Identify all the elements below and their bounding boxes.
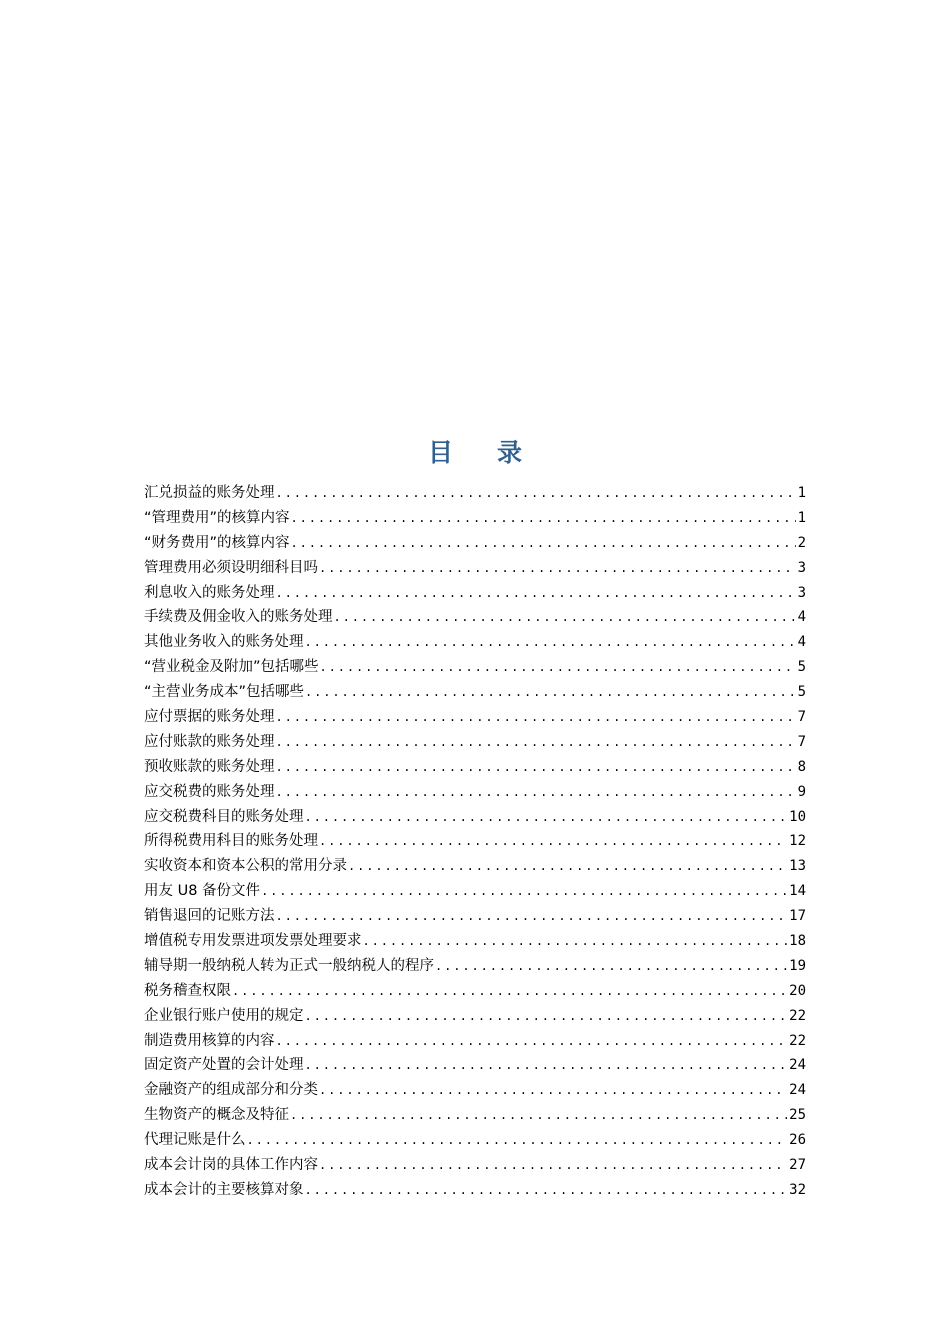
toc-entry-title: 销售退回的记账方法 <box>144 908 275 925</box>
dot-leader <box>319 1153 787 1178</box>
toc-entry[interactable] <box>144 1178 806 1203</box>
toc-entry-page-number: 13 <box>789 858 806 875</box>
toc-entry-page-number: 10 <box>789 808 806 825</box>
toc-title-left: 目 <box>427 438 453 467</box>
toc-entry-title: 手续费及佣金收入的账务处理 <box>144 609 333 626</box>
toc-entry-page-number: 4 <box>797 634 806 651</box>
toc-entry-page-number: 17 <box>789 908 806 925</box>
toc-entry-title: 应交税费的账务处理 <box>144 783 275 800</box>
toc-entry-page-number: 22 <box>789 1007 806 1024</box>
dot-leader <box>435 954 787 979</box>
dot-leader <box>276 481 796 506</box>
toc-entry-title: “营业税金及附加”包括哪些 <box>144 659 319 676</box>
toc-entry-title: 固定资产处置的会计处理 <box>144 1057 304 1074</box>
toc-entry[interactable] <box>144 879 806 904</box>
toc-entry-page-number: 20 <box>789 982 806 999</box>
toc-entry[interactable] <box>144 481 806 506</box>
toc-entry-title: “管理费用”的核算内容 <box>144 509 290 526</box>
toc-entry-page-number: 25 <box>789 1107 806 1124</box>
toc-entry-page-number: 7 <box>797 733 806 750</box>
toc-entry[interactable] <box>144 1053 806 1078</box>
toc-entry-title: 辅导期一般纳税人转为正式一般纳税人的程序 <box>144 957 434 974</box>
dot-leader <box>276 581 796 606</box>
toc-entry-title: 金融资产的组成部分和分类 <box>144 1082 318 1099</box>
toc-entry-title: 成本会计岗的具体工作内容 <box>144 1157 318 1174</box>
toc-entry[interactable] <box>144 506 806 531</box>
dot-leader <box>276 1029 788 1054</box>
toc-entry-title: 实收资本和资本公积的常用分录 <box>144 858 347 875</box>
toc-entry-title: 制造费用核算的内容 <box>144 1032 275 1049</box>
toc-entry-title: 用友 U8 备份文件 <box>144 883 261 900</box>
toc-entry-title: 利息收入的账务处理 <box>144 584 275 601</box>
toc-entry-page-number: 1 <box>797 509 806 526</box>
toc-entry-page-number: 8 <box>797 758 806 775</box>
dot-leader <box>319 829 787 854</box>
toc-title-right: 录 <box>497 438 523 467</box>
dot-leader <box>276 904 788 929</box>
toc-entry-page-number: 3 <box>797 584 806 601</box>
toc-list <box>144 481 806 1203</box>
toc-entry-page-number: 32 <box>789 1181 806 1198</box>
toc-entry-title: “主营业务成本”包括哪些 <box>144 684 305 701</box>
toc-entry-page-number: 9 <box>797 783 806 800</box>
toc-entry[interactable] <box>144 581 806 606</box>
toc-entry-title: 所得税费用科目的账务处理 <box>144 833 318 850</box>
toc-entry[interactable] <box>144 680 806 705</box>
toc-entry[interactable] <box>144 1078 806 1103</box>
toc-entry-title: 其他业务收入的账务处理 <box>144 634 304 651</box>
toc-entry-title: 税务稽查权限 <box>144 982 231 999</box>
toc-entry-title: 应交税费科目的账务处理 <box>144 808 304 825</box>
toc-entry-page-number: 27 <box>789 1157 806 1174</box>
toc-entry-page-number: 7 <box>797 709 806 726</box>
toc-entry[interactable] <box>144 630 806 655</box>
dot-leader <box>305 1004 788 1029</box>
dot-leader <box>261 879 787 904</box>
toc-entry[interactable] <box>144 1128 806 1153</box>
toc-entry-page-number: 14 <box>789 883 806 900</box>
toc-entry-page-number: 5 <box>797 684 806 701</box>
toc-entry-title: 生物资产的概念及特征 <box>144 1107 289 1124</box>
toc-entry[interactable] <box>144 929 806 954</box>
toc-entry[interactable] <box>144 755 806 780</box>
toc-entry-title: 管理费用必须设明细科目吗 <box>144 559 318 576</box>
dot-leader <box>291 506 796 531</box>
toc-entry-title: 增值税专用发票进项发票处理要求 <box>144 933 362 950</box>
dot-leader <box>334 605 796 630</box>
dot-leader <box>276 705 796 730</box>
dot-leader <box>276 780 796 805</box>
dot-leader <box>305 805 788 830</box>
dot-leader <box>363 929 788 954</box>
dot-leader <box>319 1078 787 1103</box>
toc-entry-page-number: 24 <box>789 1082 806 1099</box>
dot-leader <box>320 655 796 680</box>
toc-entry[interactable] <box>144 1153 806 1178</box>
toc-entry[interactable] <box>144 854 806 879</box>
dot-leader <box>232 979 787 1004</box>
toc-entry-page-number: 12 <box>789 833 806 850</box>
dot-leader <box>305 630 796 655</box>
toc-entry-page-number: 26 <box>789 1132 806 1149</box>
toc-entry[interactable] <box>144 904 806 929</box>
toc-entry-page-number: 22 <box>789 1032 806 1049</box>
toc-title <box>0 436 950 470</box>
toc-entry[interactable] <box>144 556 806 581</box>
toc-entry[interactable] <box>144 805 806 830</box>
toc-entry[interactable] <box>144 954 806 979</box>
dot-leader <box>276 755 796 780</box>
toc-entry-page-number: 5 <box>797 659 806 676</box>
toc-entry[interactable] <box>144 1029 806 1054</box>
toc-entry[interactable] <box>144 1103 806 1128</box>
toc-entry-title: 应付账款的账务处理 <box>144 733 275 750</box>
toc-entry-title: 预收账款的账务处理 <box>144 758 275 775</box>
toc-entry[interactable] <box>144 829 806 854</box>
toc-entry-page-number: 1 <box>797 485 806 501</box>
dot-leader <box>247 1128 788 1153</box>
toc-entry[interactable] <box>144 605 806 630</box>
toc-entry-page-number: 18 <box>789 933 806 950</box>
toc-entry-title: 成本会计的主要核算对象 <box>144 1181 304 1198</box>
toc-entry-title: 企业银行账户使用的规定 <box>144 1007 304 1024</box>
dot-leader <box>305 1053 788 1078</box>
toc-entry[interactable] <box>144 730 806 755</box>
dot-leader <box>305 1178 788 1203</box>
dot-leader <box>348 854 787 879</box>
toc-entry-page-number: 19 <box>789 957 806 974</box>
toc-entry-title: 应付票据的账务处理 <box>144 709 275 726</box>
toc-entry-title: 代理记账是什么 <box>144 1132 246 1149</box>
dot-leader <box>276 730 796 755</box>
toc-entry[interactable] <box>144 1004 806 1029</box>
toc-entry-page-number: 4 <box>797 609 806 626</box>
dot-leader <box>305 680 796 705</box>
toc-entry-page-number: 3 <box>797 559 806 576</box>
dot-leader <box>319 556 796 581</box>
dot-leader <box>291 531 796 556</box>
toc-entry-title: 汇兑损益的账务处理 <box>144 485 275 501</box>
toc-entry[interactable] <box>144 780 806 805</box>
toc-entry[interactable] <box>144 979 806 1004</box>
toc-entry-page-number: 24 <box>789 1057 806 1074</box>
toc-entry[interactable] <box>144 655 806 680</box>
toc-entry-title: “财务费用”的核算内容 <box>144 534 290 551</box>
toc-entry[interactable] <box>144 531 806 556</box>
dot-leader <box>290 1103 787 1128</box>
toc-entry[interactable] <box>144 705 806 730</box>
toc-entry-page-number: 2 <box>797 534 806 551</box>
